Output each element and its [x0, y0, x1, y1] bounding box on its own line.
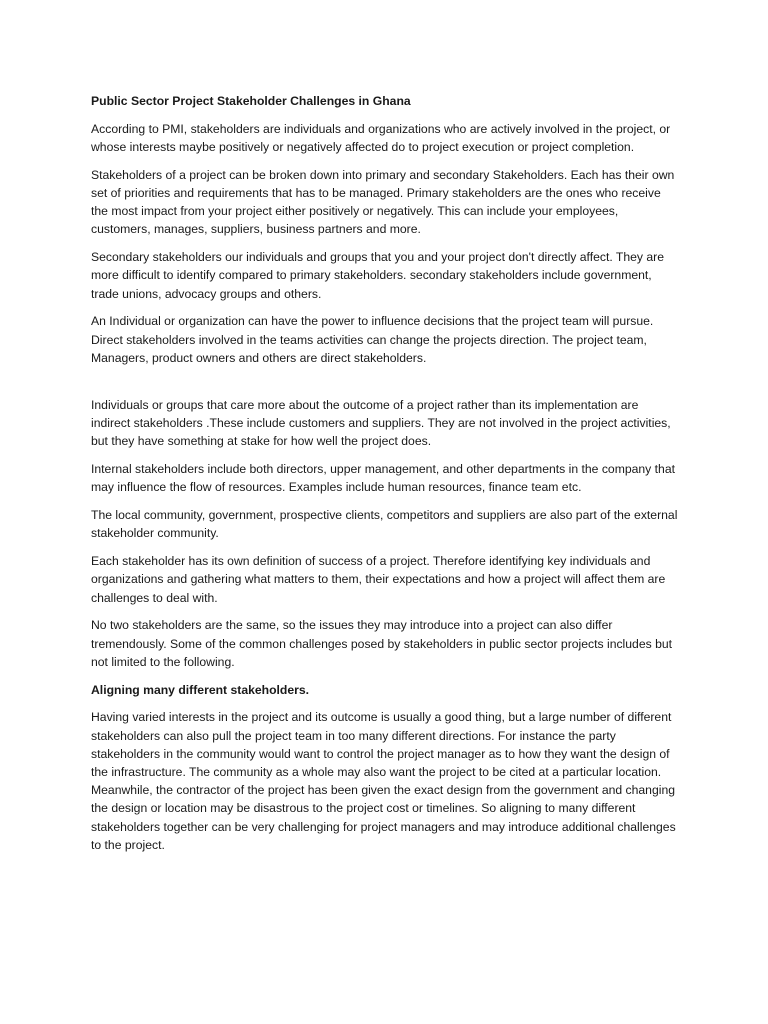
document-body: [91, 92, 681, 864]
paragraph-primary-secondary: Stakeholders of a project can be broken down into primary and secondary Stakeholders. Each has their own set of priorities and requirements that has to be managed. Primary stakeholders are the ones who receive the most impact from your project either positively or negatively. This can include your employees, customers, manages, suppliers, business partners and more.: [91, 167, 675, 237]
paragraph-common-challenges: No two stakeholders are the same, so the issues they may introduce into a project can also differ tremendously. Some of the common challenges posed by stakeholders in public sector projects includes but not limited to the following.: [91, 618, 673, 669]
paragraph-external-stakeholders: The local community, government, prospective clients, competitors and suppliers are also part of the external stakeholder community.: [91, 508, 678, 541]
section-subheading: Aligning many different stakeholders.: [91, 682, 310, 697]
paragraph-pmi-definition: According to PMI, stakeholders are individuals and organizations who are actively involved in the project, or whose interests maybe positively or negatively affected do to project execution or project completion.: [91, 121, 671, 154]
paragraph-aligning-stakeholders: Having varied interests in the project and its outcome is usually a good thing, but a large number of different stakeholders can also pull the project team in too many different directions. For instance the party stakeholders in the community would want to control the project manager as to how they want the design of the infrastructure. The community as a whole may also want the project to be cited at a particular location. Meanwhile, the contractor of the project has been given the exact design from the government and changing the design or location may be disastrous to the project cost or timelines. So aligning to many different stakeholders together can be very challenging for project managers and may introduce additional challenges to the project.: [91, 710, 676, 852]
paragraph-internal-stakeholders: Internal stakeholders include both directors, upper management, and other departments in the company that may influence the flow of resources. Examples include human resources, finance team etc.: [91, 462, 675, 495]
paragraph-direct-stakeholders: An Individual or organization can have the power to influence decisions that the project team will pursue. Direct stakeholders involved in the teams activities can change the projects direction. The project team, Managers, product owners and others are direct stakeholders.: [91, 314, 654, 365]
document-title: Public Sector Project Stakeholder Challenges in Ghana: [91, 94, 411, 108]
paragraph-secondary-stakeholders: Secondary stakeholders our individuals and groups that you and your project don't directly affect. They are more difficult to identify compared to primary stakeholders. secondary stakeholders include government, trade unions, advocacy groups and others.: [91, 250, 664, 301]
paragraph-indirect-stakeholders: Individuals or groups that care more about the outcome of a project rather than its implementation are indirect stakeholders .These include customers and suppliers. They are not involved in the project activities, but they have something at stake for how well the project does.: [91, 398, 671, 449]
paragraph-definition-of-success: Each stakeholder has its own definition of success of a project. Therefore identifying key individuals and organizations and gathering what matters to them, their expectations and how a project will affect them are challenges to deal with.: [91, 554, 666, 605]
